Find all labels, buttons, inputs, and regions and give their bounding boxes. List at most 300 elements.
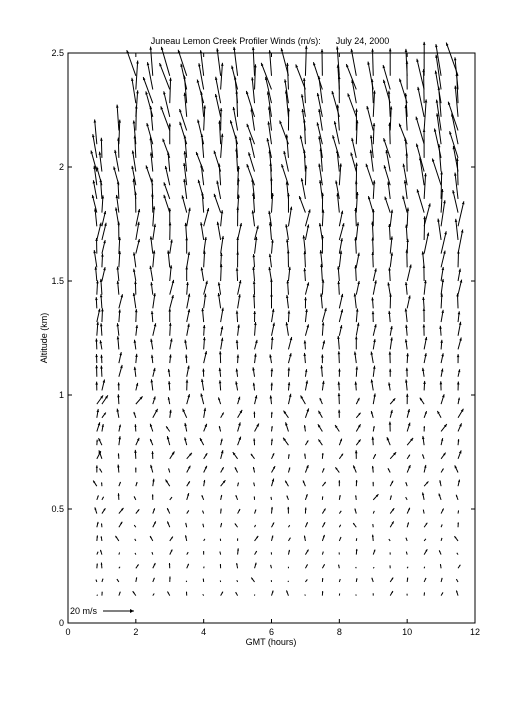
wind-arrow-head [134,424,136,427]
wind-arrow-head [385,197,388,200]
wind-arrow-head [347,93,350,96]
wind-arrow [458,201,464,226]
wind-arrow-head [221,134,224,137]
wind-arrow-head [247,164,250,167]
wind-arrow-head [338,393,341,396]
wind-arrow [237,580,238,582]
wind-arrow-head [448,102,451,105]
wind-arrow-head [371,49,374,52]
wind-arrow-head [134,450,137,453]
wind-arrow-head [237,355,240,358]
wind-arrow-head [405,49,408,52]
wind-arrow-head [247,124,250,127]
wind-arrow-head [95,507,97,509]
y-tick-label: 1.5 [51,276,64,286]
wind-arrow-head [322,322,325,325]
wind-arrow-head [389,422,392,425]
wind-arrow [448,102,458,131]
wind-arrow-head [95,365,98,368]
wind-arrow-head [355,450,358,453]
wind-arrow-head [220,108,223,111]
wind-arrow-head [338,410,341,413]
wind-arrow-head [373,91,376,94]
wind-arrow-head [406,353,409,356]
wind-arrow-head [116,105,119,108]
wind-arrow [119,552,120,554]
wind-arrow-head [287,367,290,370]
wind-arrow-head [168,308,171,311]
wind-arrow [368,62,373,90]
x-tick-label: 6 [268,627,275,637]
wind-arrow-head [373,123,376,126]
wind-arrow [136,60,138,89]
y-axis-label: Altitude (km) [39,312,49,364]
wind-arrow [127,50,136,76]
wind-arrow-head [168,381,171,384]
wind-arrow-head [161,106,164,109]
plot-frame [68,53,475,623]
wind-arrow-head [423,381,426,384]
wind-arrow-head [196,152,199,155]
wind-arrow-head [321,355,324,358]
wind-arrow-head [164,195,167,198]
wind-arrow [373,123,374,144]
wind-arrow-head [423,216,426,219]
wind-arrow-head [169,78,172,81]
wind-arrow-head [321,49,324,52]
wind-arrow [399,79,407,104]
wind-arrow [407,567,408,569]
wind-arrow-head [238,437,241,440]
wind-arrow-head [146,165,149,168]
wind-arrow-head [96,465,98,467]
wind-arrow-head [446,43,449,46]
wind-arrow [313,62,322,89]
wind-arrow-head [96,322,99,325]
wind-arrow-head [214,194,217,197]
wind-arrow-head [236,340,239,343]
wind-arrow [97,595,98,596]
wind-arrow-head [457,354,460,357]
x-axis-label: GMT (hours) [245,637,297,647]
wind-arrow-head [457,381,460,384]
wind-arrow-head [261,63,264,66]
reference-vector-label: 20 m/s [70,606,98,616]
wind-arrow-head [218,397,220,400]
wind-arrow [117,105,119,131]
wind-arrow-head [203,105,206,108]
wind-arrow-head [373,180,376,183]
wind-arrow-head [304,297,307,300]
wind-arrow-head [408,423,411,426]
wind-arrow-head [203,337,206,340]
x-tick-label: 8 [336,627,342,637]
wind-arrow [383,65,390,90]
wind-arrow-head [152,494,154,496]
wind-arrow [418,87,424,117]
wind-arrow-head [339,163,342,166]
wind-arrow-head [449,131,452,134]
wind-arrow-head [425,99,428,102]
wind-arrow-head [95,338,98,341]
wind-arrow-head [279,121,282,124]
wind-arrow-head [371,411,373,414]
wind-arrow-head [100,366,103,369]
wind-arrow-head [238,422,241,425]
wind-arrow [424,233,428,254]
y-axis [51,48,475,628]
wind-arrow [367,106,373,131]
wind-arrow [280,121,289,145]
wind-arrow [389,91,390,117]
wind-arrow [132,78,136,103]
wind-arrow-head [153,508,155,510]
y-tick-label: 0 [58,618,64,628]
wind-arrow-head [372,311,375,314]
wind-arrow [261,63,271,90]
wind-arrow-head [355,163,358,166]
wind-arrow-head [323,535,325,537]
wind-arrow-head [286,590,288,592]
wind-arrow [287,134,289,157]
wind-arrow-head [388,267,391,270]
wind-arrow-head [439,326,442,329]
wind-arrow-head [355,336,358,339]
wind-vector-field [90,42,464,596]
wind-arrow-head [185,355,188,358]
wind-arrow-head [423,426,425,428]
wind-arrow-head [440,171,443,174]
wind-arrow-head [439,494,441,497]
wind-arrow-head [95,297,98,300]
wind-arrow-head [338,382,341,385]
wind-arrow-head [118,309,121,312]
wind-arrow [217,48,220,75]
wind-arrow-head [179,109,182,112]
wind-arrow [332,91,339,117]
wind-arrow [441,231,446,253]
wind-arrow-head [253,311,256,314]
wind-arrow [424,567,425,569]
wind-arrow [424,216,425,240]
wind-arrow-head [187,493,189,496]
wind-arrow-head [306,494,308,496]
x-tick-label: 0 [65,627,71,637]
y-tick-label: 0.5 [51,504,64,514]
wind-arrow [399,124,407,145]
wind-arrow-head [253,281,256,284]
wind-arrow-head [399,124,402,127]
wind-arrow-head [459,450,462,453]
wind-arrow-head [271,240,274,243]
wind-arrow-head [423,42,426,45]
wind-arrow-head [417,189,420,192]
wind-arrow [417,59,424,90]
wind-arrow-head [356,480,358,482]
x-tick-label: 4 [201,627,207,637]
wind-arrow [450,131,458,158]
wind-arrow-head [153,396,155,399]
wind-arrow-head [169,323,172,326]
wind-arrow [221,108,222,130]
wind-arrow [203,594,204,595]
wind-arrow-head [230,120,233,123]
wind-arrow-head [313,62,316,65]
wind-arrow [305,46,306,76]
wind-arrow [373,91,374,117]
wind-arrow-head [252,47,255,50]
wind-arrow-head [355,366,358,369]
y-tick-label: 2.5 [51,48,64,58]
reference-vector-head [130,609,134,613]
wind-arrow [160,63,170,89]
wind-arrow-head [253,438,255,440]
wind-arrow-head [168,123,171,126]
wind-arrow-head [101,308,104,311]
wind-arrow-head [100,355,103,358]
wind-arrow-head [388,91,391,94]
wind-arrow [101,138,102,158]
wind-arrow [253,47,254,76]
wind-arrow-head [355,109,358,112]
wind-arrow-head [169,577,171,579]
wind-arrow-head [320,365,323,368]
wind-arrow-head [389,48,392,51]
wind-arrow [281,48,288,76]
wind-arrow [458,229,463,253]
wind-arrow [338,105,340,131]
wind-arrow [204,539,205,541]
wind-arrow-head [271,383,273,386]
wind-arrow-head [299,196,302,199]
wind-arrow-head [371,297,374,300]
wind-arrow [416,144,424,172]
wind-arrow-head [338,369,341,372]
wind-arrow-head [423,324,426,327]
wind-arrow-head [117,382,120,385]
wind-arrow [446,43,458,76]
wind-arrow [180,109,187,131]
wind-arrow-head [149,47,152,50]
wind-arrow-head [332,135,335,138]
wind-arrow [234,47,238,76]
wind-arrow-head [425,411,427,414]
wind-arrow [305,594,306,595]
wind-arrow-head [219,351,222,354]
wind-arrow [146,91,153,117]
wind-arrow-head [238,397,240,400]
wind-arrow-head [354,382,357,385]
wind-arrow-head [456,495,458,497]
x-tick-label: 2 [133,627,139,637]
wind-arrow-head [136,60,139,63]
wind-arrow [252,77,254,103]
wind-arrow-head [424,173,427,176]
wind-arrow-head [135,467,137,469]
wind-arrow [373,567,374,568]
wind-arrow-head [143,77,146,80]
wind-arrow [304,78,305,103]
wind-arrow-head [340,439,342,442]
wind-arrow [339,163,341,185]
wind-arrow [390,106,391,130]
wind-arrow [146,165,153,185]
wind-arrow-head [134,281,137,284]
wind-arrow-head [306,465,308,468]
wind-arrow-head [440,340,443,343]
wind-arrow-head [203,325,206,328]
wind-arrow-head [117,394,120,397]
wind-arrow-head [271,337,274,340]
wind-arrow [438,219,441,240]
wind-arrow-head [281,164,284,167]
wind-arrow [300,135,305,157]
wind-arrow-head [253,412,255,414]
wind-arrow-head [118,493,120,495]
wind-arrow-head [366,164,369,167]
wind-arrow-head [186,380,189,383]
wind-arrow-head [101,254,104,257]
chart-title: Juneau Lemon Creek Profiler Winds (m/s): July 24, 2000 [150,36,390,46]
wind-arrow-head [432,158,435,161]
wind-arrow [417,189,424,212]
wind-arrow-head [95,354,98,357]
x-tick-label: 10 [402,627,413,637]
wind-arrow-head [338,351,341,354]
wind-arrow-head [368,196,371,199]
wind-arrow-head [286,63,289,66]
wind-arrow-head [305,508,307,510]
x-tick-label: 12 [469,627,481,637]
wind-arrow-head [271,368,274,371]
wind-arrow [204,105,205,130]
wind-arrow [424,99,426,130]
wind-arrow-head [337,336,340,339]
wind-arrow [457,553,458,555]
wind-arrow [302,178,306,199]
wind-arrow-head [303,268,306,271]
wind-arrow-head [134,412,136,414]
wind-arrow-head [151,311,154,314]
wind-arrow-head [384,165,387,168]
wind-arrow-head [336,46,339,49]
wind-arrow-head [117,336,120,339]
wind-arrow [221,63,223,90]
wind-arrow-head [164,182,167,185]
wind-arrow-head [296,64,299,67]
wind-arrow [95,119,97,144]
wind-arrow-head [202,369,205,372]
wind-arrow-head [338,480,340,482]
wind-arrow-head [268,50,271,53]
wind-arrow-head [303,78,306,81]
wind-arrow [255,64,256,89]
wind-arrow [196,152,204,172]
wind-arrow-head [150,424,152,427]
wind-arrow-head [100,323,103,326]
y-tick-label: 2 [58,162,64,172]
wind-arrow-head [306,408,309,411]
wind-arrow-head [236,311,239,314]
wind-arrow-head [221,63,224,66]
wind-arrow [151,47,153,76]
wind-arrow [186,581,187,582]
wind-arrow [424,203,430,226]
wind-arrow-head [95,382,98,385]
wind-arrow-head [151,451,153,454]
wind-arrow-head [186,282,189,285]
wind-arrow-head [236,268,239,271]
wind-arrow-head [383,138,386,141]
wind-arrow [420,157,424,185]
wind-arrow-head [288,311,291,314]
wind-arrow-head [136,90,139,93]
wind-arrow [416,117,424,145]
wind-arrow-head [159,63,162,66]
wind-arrow-head [285,422,288,425]
wind-arrow-head [179,122,182,125]
wind-arrow [135,539,136,541]
reference-vector [70,606,134,616]
wind-arrow [356,567,357,568]
wind-arrow [432,158,441,185]
wind-arrow-head [305,46,308,49]
y-tick-label: 1 [58,390,64,400]
wind-arrow [180,122,187,144]
wind-arrow [424,173,426,199]
wind-arrow [356,595,357,596]
x-axis [65,53,480,637]
wind-arrow [119,567,120,569]
wind-arrow [366,164,373,185]
wind-arrow [198,120,204,145]
wind-arrow-head [254,322,257,325]
wind-arrow-head [246,91,249,94]
wind-arrow-head [372,437,375,440]
wind-arrow-head [422,297,425,300]
wind-arrow [163,139,170,158]
wind-arrow [136,90,138,117]
wind-arrow-head [98,422,101,425]
wind-arrow-head [304,340,307,343]
wind-arrow [296,64,306,89]
wind-arrow [221,134,223,158]
wind-arrow-head [287,507,289,509]
wind-arrow [434,129,441,158]
wind-arrow-head [416,117,419,120]
wind-arrow [135,553,136,555]
wind-arrow-head [406,368,409,371]
wind-arrow-head [248,152,251,155]
wind-arrow [170,78,171,103]
wind-arrow [389,539,390,541]
wind-arrow [456,219,458,240]
wind-arrow [287,63,288,90]
wind-arrow [164,91,170,117]
wind-arrow-head [271,412,273,414]
wind-arrow-head [135,309,138,312]
wind-arrow-head [406,394,409,397]
wind-arrow [288,525,289,527]
wind-arrow-head [252,254,255,257]
wind-arrow-head [389,352,392,355]
wind-arrow-head [337,281,340,284]
wind-arrow-head [440,381,443,384]
wind-arrow-head [389,369,392,372]
wind-arrow-head [214,151,217,154]
wind-arrow-head [399,79,402,82]
wind-arrow-head [100,138,103,141]
